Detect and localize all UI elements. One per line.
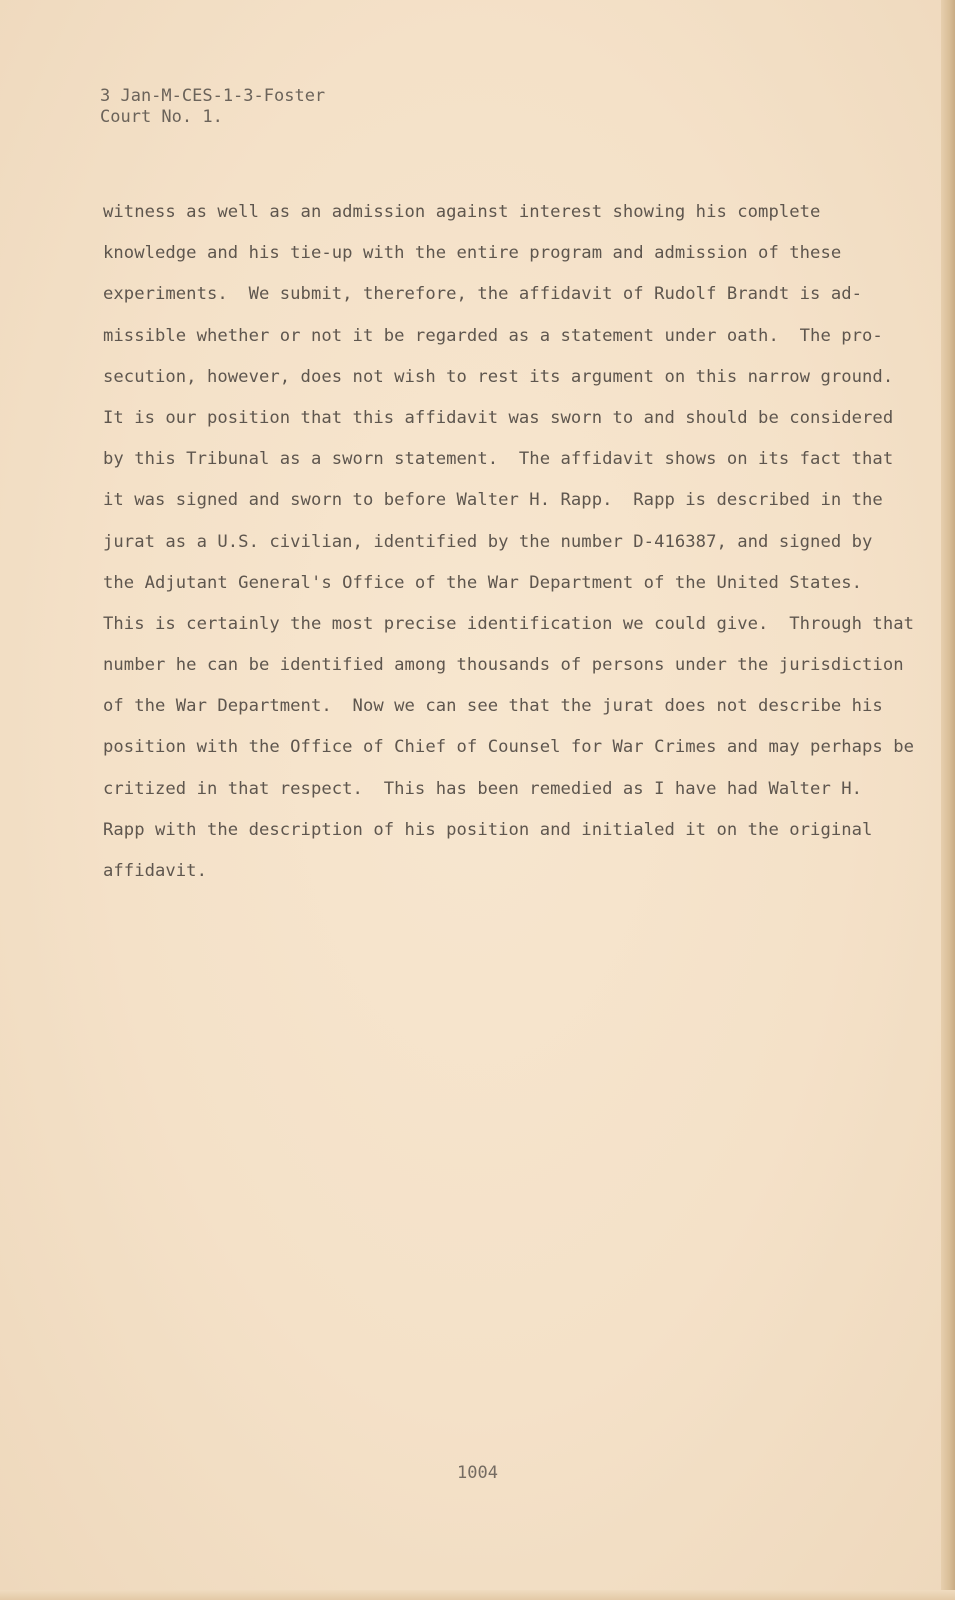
transcript-line: number he can be identified among thousands of persons under the jurisdiction bbox=[103, 655, 904, 676]
page-edge-right bbox=[941, 0, 955, 1600]
transcript-line: missible whether or not it be regarded as a statement under oath. The pro- bbox=[103, 325, 883, 346]
transcript-line: position with the Office of Chief of Counsel for War Crimes and may perhaps be bbox=[103, 737, 915, 758]
transcript-line: it was signed and sworn to before Walter H. Rapp. Rapp is described in the bbox=[103, 490, 883, 511]
transcript-line: the Adjutant General's Office of the War Department of the United States. bbox=[103, 572, 863, 593]
transcript-line: of the War Department. Now we can see that the jurat does not describe his bbox=[103, 696, 883, 717]
header-court-number: Court No. 1. bbox=[100, 107, 223, 127]
page-number: 1004 bbox=[457, 1463, 498, 1483]
page-edge-bottom bbox=[0, 1590, 955, 1600]
document-header bbox=[100, 86, 325, 128]
transcript-line: knowledge and his tie-up with the entire program and admission of these bbox=[103, 243, 842, 264]
transcript-line: experiments. We submit, therefore, the affidavit of Rudolf Brandt is ad- bbox=[103, 284, 863, 305]
transcript-line: secution, however, does not wish to rest its argument on this narrow ground. bbox=[103, 366, 894, 387]
transcript-line: witness as well as an admission against interest showing his complete bbox=[103, 202, 821, 222]
transcript-line: jurat as a U.S. civilian, identified by the number D-416387, and signed by bbox=[103, 531, 873, 552]
transcript-line: affidavit. bbox=[103, 861, 207, 881]
transcript-line: It is our position that this affidavit was sworn to and should be considered bbox=[103, 407, 894, 428]
transcript-line: critized in that respect. This has been remedied as I have had Walter H. bbox=[103, 778, 863, 799]
header-file-reference: 3 Jan-M-CES-1-3-Foster bbox=[100, 86, 326, 106]
transcript-line: Rapp with the description of his position and initialed it on the original bbox=[103, 819, 873, 840]
transcript-line: This is certainly the most precise identification we could give. Through that bbox=[103, 613, 915, 634]
transcript-body bbox=[103, 200, 915, 900]
transcript-line: by this Tribunal as a sworn statement. The affidavit shows on its fact that bbox=[103, 449, 894, 470]
